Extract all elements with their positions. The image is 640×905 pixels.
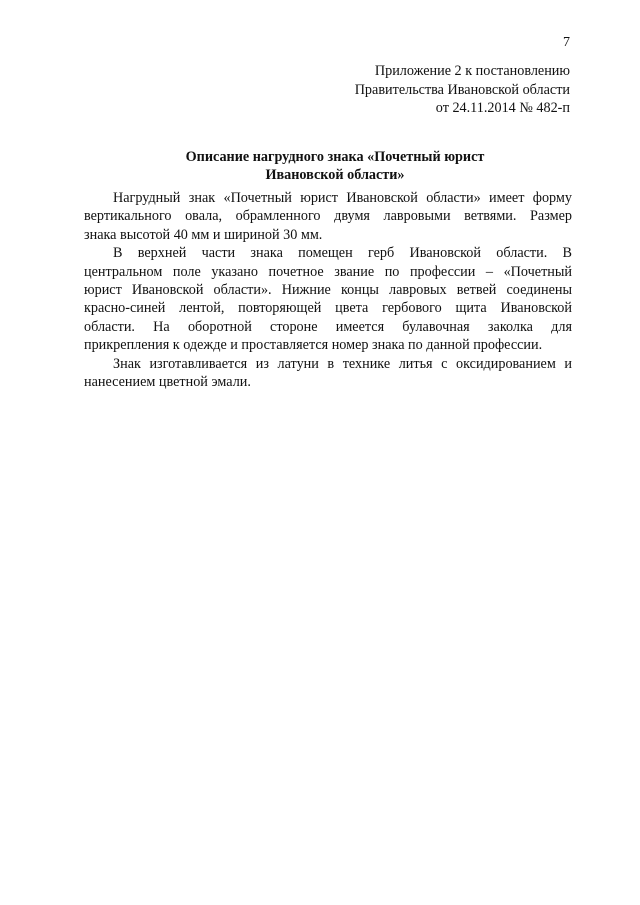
document-title [90,148,580,184]
appendix-header [270,62,570,118]
text-line: знака высотой 40 мм и шириной 30 мм. [84,226,323,243]
text-line: юрист Ивановской области». Нижние концы лавровых ветвей соединены [84,282,572,299]
text-line: прикрепления к одежде и проставляется номер знака по данной профессии. [84,337,543,354]
appendix-line: Правительства Ивановской области [354,81,570,98]
text-line: В верхней части знака помещен герб Ивановской области. В [113,245,572,262]
paragraph-badge-design [84,244,572,354]
appendix-line: от 24.11.2014 № 482-п [435,100,570,116]
text-line: Знак изготавливается из латуни в технике литья с оксидированием и [113,355,572,372]
title-line: Ивановской области» [265,167,405,183]
title-line: Описание нагрудного знака «Почетный юрист [185,149,485,165]
text-line: центральном поле указано почетное звание по профессии – «Почетный [84,263,572,280]
text-line: Нагрудный знак «Почетный юрист Ивановской области» имеет форму [113,190,572,206]
paragraph-badge-shape [84,189,572,244]
appendix-line: Приложение 2 к постановлению [374,63,570,79]
text-line: вертикального овала, обрамленного двумя лавровыми ветвями. Размер [84,208,572,225]
text-line: области. На оборотной стороне имеется булавочная заколка для [84,318,572,335]
text-line: красно-синей лентой, повторяющей цвета гербового щита Ивановской [84,300,572,317]
document-body [84,189,572,391]
text-line: нанесением цветной эмали. [84,374,251,391]
paragraph-badge-material [84,355,572,392]
page-number: 7 [563,35,570,50]
